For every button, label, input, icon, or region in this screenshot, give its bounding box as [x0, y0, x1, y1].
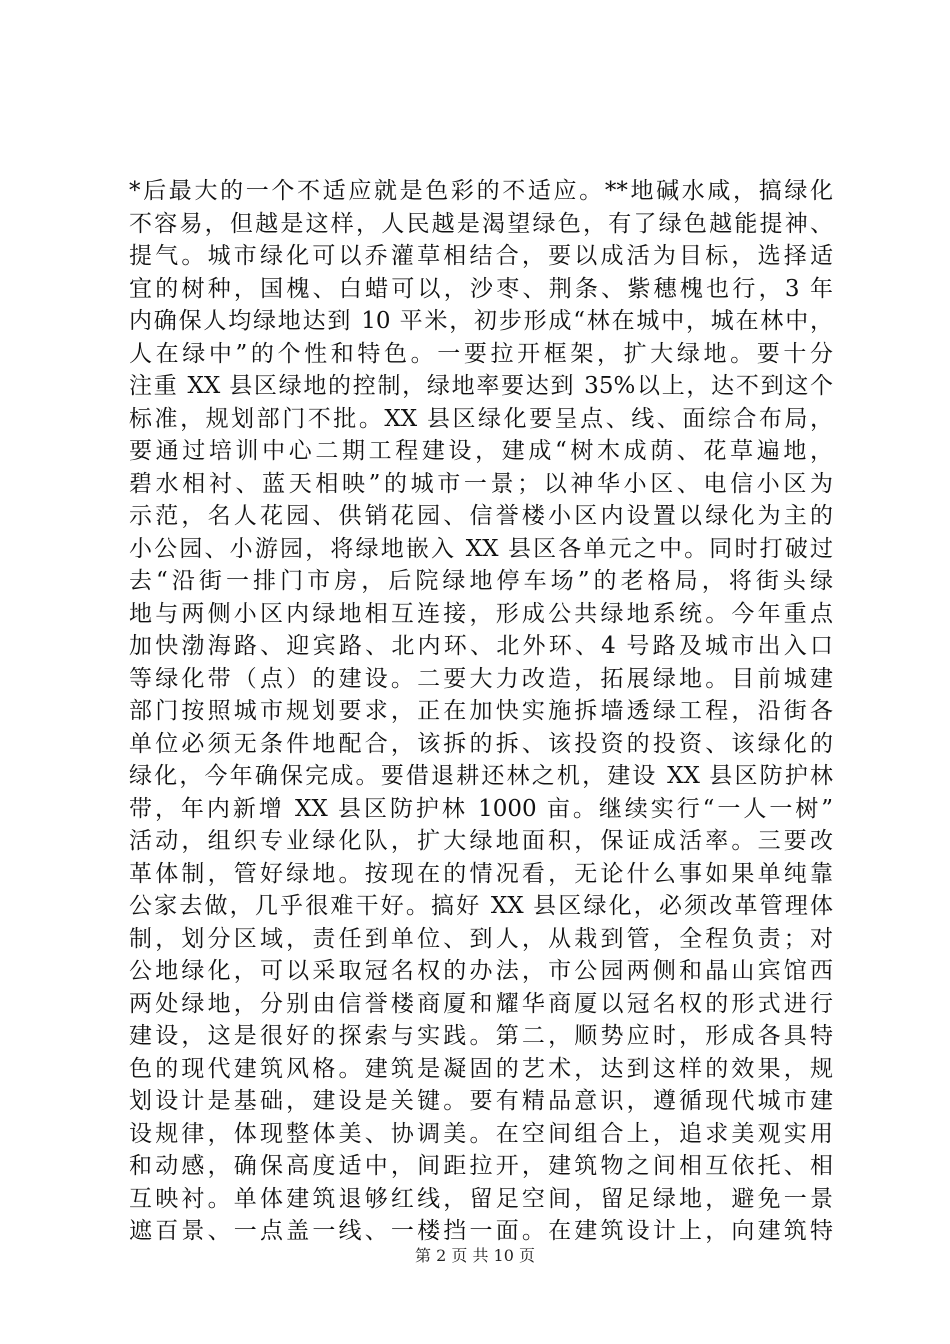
text-line: 活动，组织专业绿化队，扩大绿地面积，保证成活率。三要改 — [129, 828, 833, 854]
body-text — [129, 175, 833, 1248]
text-line: 提气。城市绿化可以乔灌草相结合，要以成活为目标，选择适 — [129, 243, 833, 269]
text-line: 注重 XX 县区绿地的控制，绿地率要达到 35%以上，达不到这个 — [129, 373, 833, 399]
text-line: 标准，规划部门不批。XX 县区绿化要呈点、线、面综合布局， — [129, 405, 833, 432]
text-line: 和动感，确保高度适中，间距拉开，建筑物之间相互依托、相 — [129, 1153, 833, 1179]
text-line: 地与两侧小区内绿地相互连接，形成公共绿地系统。今年重点 — [129, 600, 833, 627]
page-footer: 第 2 页 共 10 页 — [415, 1246, 535, 1265]
text-line: 革体制，管好绿地。按现在的情况看，无论什么事如果单纯靠 — [129, 860, 833, 887]
text-line: 单位必须无条件地配合，该拆的拆、该投资的投资、该绿化的 — [129, 730, 833, 757]
text-line: 公家去做，几乎很难干好。搞好 XX 县区绿化，必须改革管理体 — [129, 893, 833, 919]
text-line: 示范，名人花园、供销花园、信誉楼小区内设置以绿化为主的 — [129, 503, 833, 529]
text-line: 内确保人均绿地达到 10 平米，初步形成“林在城中，城在林中， — [129, 308, 833, 334]
text-line: 遮百景、一点盖一线、一楼挡一面。在建筑设计上，向建筑特 — [129, 1218, 833, 1244]
text-line: 色的现代建筑风格。建筑是凝固的艺术，达到这样的效果，规 — [129, 1055, 833, 1082]
text-line: 部门按照城市规划要求，正在加快实施拆墙透绿工程，沿街各 — [129, 698, 833, 724]
text-line: 加快渤海路、迎宾路、北内环、北外环、4 号路及城市出入口 — [129, 633, 833, 659]
text-line: 建设，这是很好的探索与实践。第二，顺势应时，形成各具特 — [129, 1023, 833, 1049]
text-line: 不容易，但越是这样，人民越是渴望绿色，有了绿色越能提神、 — [129, 210, 833, 237]
text-line: 带，年内新增 XX 县区防护林 1000 亩。继续实行“一人一树” — [129, 795, 833, 822]
text-line: 人在绿中”的个性和特色。一要拉开框架，扩大绿地。要十分 — [129, 340, 833, 367]
text-line: 两处绿地，分别由信誉楼商厦和耀华商厦以冠名权的形式进行 — [129, 990, 833, 1017]
text-line: 碧水相衬、蓝天相映”的城市一景；以神华小区、电信小区为 — [129, 470, 833, 497]
text-line: 设规律，体现整体美、协调美。在空间组合上，追求美观实用 — [129, 1120, 833, 1147]
text-line: 小公园、小游园，将绿地嵌入 XX 县区各单元之中。同时打破过 — [129, 535, 833, 562]
text-line: 互映衬。单体建筑退够红线，留足空间，留足绿地，避免一景 — [129, 1185, 833, 1212]
text-line: 等绿化带（点）的建设。二要大力改造，拓展绿地。目前城建 — [129, 665, 833, 692]
text-line: 划设计是基础，建设是关键。要有精品意识，遵循现代城市建 — [129, 1088, 833, 1114]
text-line: 去“沿街一排门市房，后院绿地停车场”的老格局，将街头绿 — [129, 568, 833, 594]
text-line: 宜的树种，国槐、白蜡可以，沙枣、荆条、紫穗槐也行，3 年 — [129, 275, 833, 302]
text-line: 绿化，今年确保完成。要借退耕还林之机，建设 XX 县区防护林 — [129, 763, 833, 789]
text-line: 要通过培训中心二期工程建设，建成“树木成荫、花草遍地， — [129, 438, 833, 464]
text-line: 公地绿化，可以采取冠名权的办法，市公园两侧和晶山宾馆西 — [129, 958, 833, 984]
text-line: *后最大的一个不适应就是色彩的不适应。**地碱水咸，搞绿化 — [129, 178, 833, 204]
text-line: 制，划分区域，责任到单位、到人，从栽到管，全程负责；对 — [129, 925, 833, 952]
